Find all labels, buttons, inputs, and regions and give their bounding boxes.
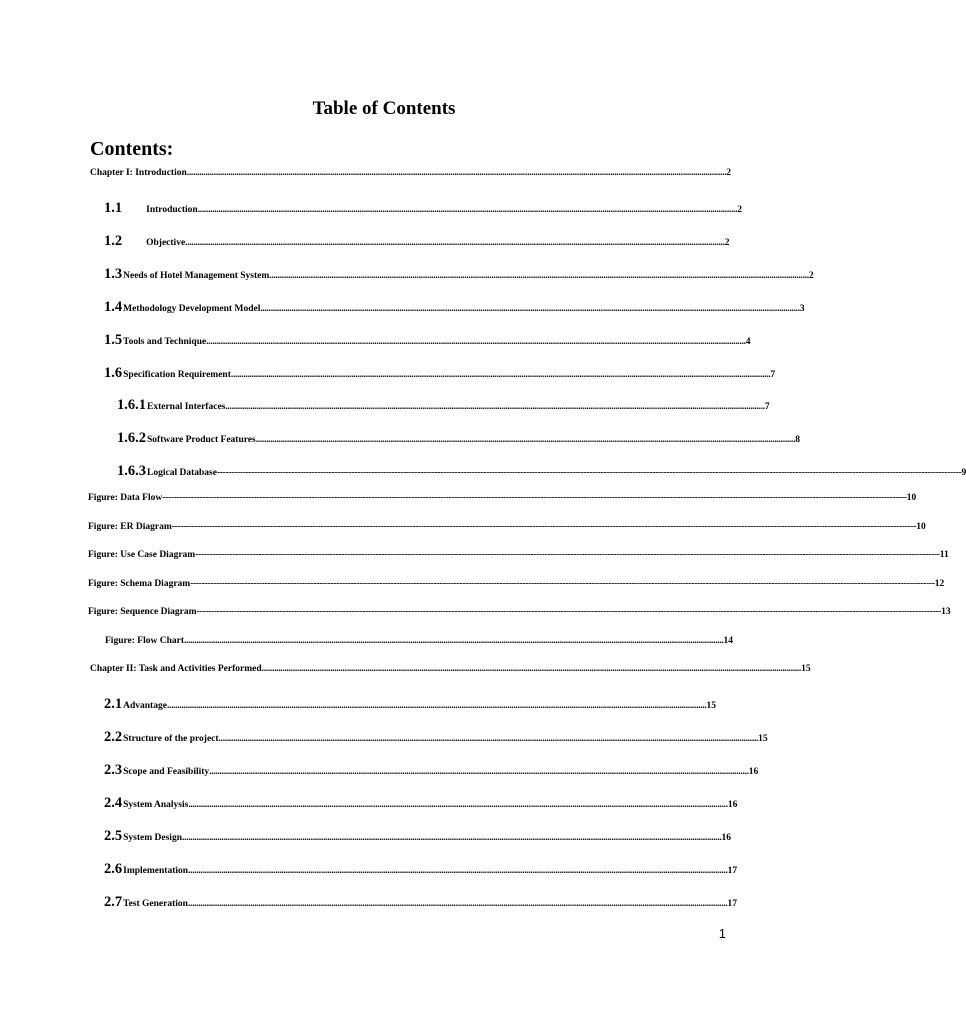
toc-entry-number: 2.4	[104, 795, 123, 811]
toc-entry[interactable]	[90, 664, 811, 686]
toc-entry-title: Figure: Sequence Diagram	[88, 607, 197, 617]
toc-entry-number: 2.7	[104, 894, 123, 910]
toc-entry-page: 14	[723, 636, 733, 646]
toc-entry-title: Logical Database	[147, 468, 217, 478]
toc-entry-title: System Analysis	[123, 800, 189, 810]
toc-entry-number: 2.2	[104, 729, 123, 745]
toc-entry[interactable]	[105, 636, 733, 658]
toc-entry-title: Chapter I: Introduction	[90, 168, 187, 178]
toc-leader: ....................................................................................................................................................................................................................................................................	[166, 701, 707, 711]
toc-leader: --------------------------------------------------------------------------------------------------------------------------------------------------------------------------------------------------------------------------------------------------------------------	[195, 550, 940, 560]
toc-entry[interactable]	[104, 365, 776, 387]
toc-entry-title: Implementation	[123, 866, 189, 876]
toc-entry[interactable]	[104, 795, 738, 817]
toc-entry-page: 2	[737, 205, 742, 215]
toc-leader: ....................................................................................................................................................................................................................................................................	[186, 168, 727, 178]
toc-entry-title: Figure: Use Case Diagram	[88, 550, 196, 560]
toc-entry[interactable]	[117, 463, 966, 485]
toc-entry-title: Introduction	[146, 205, 198, 215]
toc-entry-page: 9	[961, 468, 966, 478]
toc-leader: ....................................................................................................................................................................................................................................................................	[255, 435, 796, 445]
toc-entry[interactable]	[104, 266, 814, 288]
toc-entry[interactable]	[117, 430, 800, 452]
toc-leader: ....................................................................................................................................................................................................................................................................	[218, 734, 759, 744]
toc-entry-page: 15	[801, 664, 811, 674]
toc-entry-page: 16	[727, 800, 738, 810]
toc-entry[interactable]	[104, 861, 738, 883]
toc-entry-title: Scope and Feasibility	[123, 767, 210, 777]
toc-entry-number: 2.3	[104, 762, 123, 778]
contents-heading: Contents:	[90, 138, 174, 160]
toc-leader: --------------------------------------------------------------------------------------------------------------------------------------------------------------------------------------------------------------------------------------------------------------------	[190, 579, 935, 589]
toc-leader: ....................................................................................................................................................................................................................................................................	[188, 866, 728, 876]
toc-entry-page: 17	[727, 899, 737, 909]
toc-entry[interactable]	[104, 894, 737, 916]
toc-leader: --------------------------------------------------------------------------------------------------------------------------------------------------------------------------------------------------------------------------------------------------------------------	[171, 522, 917, 532]
toc-leader: ....................................................................................................................................................................................................................................................................	[230, 370, 771, 380]
toc-entry-page: 3	[799, 304, 805, 314]
toc-entry-title: Figure: Data Flow	[88, 493, 163, 503]
toc-entry-page: 12	[934, 579, 945, 589]
toc-entry[interactable]	[88, 607, 951, 629]
toc-entry[interactable]	[104, 233, 730, 255]
toc-entry-page: 16	[721, 833, 731, 843]
toc-entry-number: 2.5	[104, 828, 123, 844]
toc-entry-page: 2	[726, 168, 732, 178]
toc-entry-title: Advantage	[123, 701, 167, 711]
toc-entry[interactable]	[88, 579, 945, 601]
toc-entry[interactable]	[104, 729, 768, 751]
toc-entry-page: 15	[706, 701, 716, 711]
toc-entry-number: 1.6.3	[117, 463, 146, 479]
toc-entry[interactable]	[90, 168, 732, 190]
toc-entry[interactable]	[104, 299, 805, 321]
toc-entry-number: 1.4	[104, 299, 123, 315]
toc-entry-title: Needs of Hotel Management System	[123, 271, 270, 281]
toc-entry-number: 1.6	[104, 365, 123, 381]
toc-entry-number: 1.2	[104, 233, 123, 249]
toc-leader: ....................................................................................................................................................................................................................................................................	[197, 205, 738, 215]
toc-entry[interactable]	[88, 522, 926, 544]
toc-leader: ....................................................................................................................................................................................................................................................................	[185, 238, 725, 248]
toc-entry-title: Specification Requirement	[123, 370, 231, 380]
toc-leader: --------------------------------------------------------------------------------------------------------------------------------------------------------------------------------------------------------------------------------------------------------------------	[196, 607, 942, 617]
toc-leader: --------------------------------------------------------------------------------------------------------------------------------------------------------------------------------------------------------------------------------------------------------------------	[162, 493, 907, 503]
toc-entry-number: 1.5	[104, 332, 123, 348]
page-number: 1	[718, 926, 726, 941]
toc-entry-title: System Design	[123, 833, 182, 843]
toc-entry[interactable]	[117, 397, 770, 419]
toc-entry-title: Tools and Technique	[123, 337, 207, 347]
toc-entry-page: 4	[745, 337, 751, 347]
toc-entry-title: Test Generation	[123, 899, 188, 909]
toc-leader: ....................................................................................................................................................................................................................................................................	[225, 402, 765, 412]
toc-entry[interactable]	[104, 762, 759, 784]
toc-entry-title: Figure: ER Diagram	[88, 522, 172, 532]
toc-entry-number: 1.1	[104, 200, 123, 216]
toc-entry-title: Figure: Flow Chart	[105, 636, 184, 646]
toc-entry-page: 10	[916, 522, 926, 532]
toc-entry[interactable]	[88, 550, 949, 572]
toc-leader: ....................................................................................................................................................................................................................................................................	[206, 337, 746, 347]
toc-leader: --------------------------------------------------------------------------------------------------------------------------------------------------------------------------------------------------------------------------------------------------------------------	[216, 468, 962, 478]
toc-entry[interactable]	[104, 200, 742, 222]
toc-leader: ....................................................................................................................................................................................................................................................................	[209, 767, 749, 777]
toc-entry[interactable]	[104, 332, 751, 354]
toc-entry-number: 1.6.2	[117, 430, 146, 446]
toc-entry[interactable]	[104, 828, 731, 850]
toc-leader: ....................................................................................................................................................................................................................................................................	[183, 636, 724, 646]
toc-entry-page: 7	[770, 370, 776, 380]
toc-entry[interactable]	[104, 696, 716, 718]
toc-entry-page: 7	[764, 402, 770, 412]
toc-entry-number: 2.1	[104, 696, 123, 712]
toc-entry-title: Chapter II: Task and Activities Performed	[90, 664, 262, 674]
toc-entry-number: 1.6.1	[117, 397, 146, 413]
toc-entry-title: Objective	[146, 238, 186, 248]
toc-entry-page: 11	[939, 550, 949, 560]
toc-entry-title: Structure of the project	[123, 734, 219, 744]
toc-leader: ....................................................................................................................................................................................................................................................................	[181, 833, 722, 843]
toc-entry-number: 2.6	[104, 861, 123, 877]
toc-entry-page: 17	[727, 866, 738, 876]
toc-entry-page: 10	[906, 493, 917, 503]
toc-leader: ....................................................................................................................................................................................................................................................................	[269, 271, 809, 281]
toc-entry-page: 8	[795, 435, 800, 445]
toc-entry-page: 13	[941, 607, 951, 617]
toc-entry-title: External Interfaces	[147, 402, 226, 412]
toc-entry-page: 16	[748, 767, 759, 777]
toc-entry[interactable]	[88, 493, 917, 515]
toc-entry-number: 1.3	[104, 266, 123, 282]
page-title: Table of Contents	[312, 98, 456, 119]
toc-entry-title: Software Product Features	[147, 435, 256, 445]
toc-entry-page: 2	[808, 271, 814, 281]
toc-entry-page: 15	[758, 734, 768, 744]
toc-entry-page: 2	[724, 238, 730, 248]
toc-leader: ....................................................................................................................................................................................................................................................................	[261, 664, 802, 674]
toc-leader: ....................................................................................................................................................................................................................................................................	[260, 304, 800, 314]
toc-leader: ....................................................................................................................................................................................................................................................................	[187, 899, 728, 909]
toc-entry-title: Figure: Schema Diagram	[88, 579, 191, 589]
toc-leader: ....................................................................................................................................................................................................................................................................	[188, 800, 728, 810]
toc-entry-title: Methodology Development Model	[123, 304, 261, 314]
